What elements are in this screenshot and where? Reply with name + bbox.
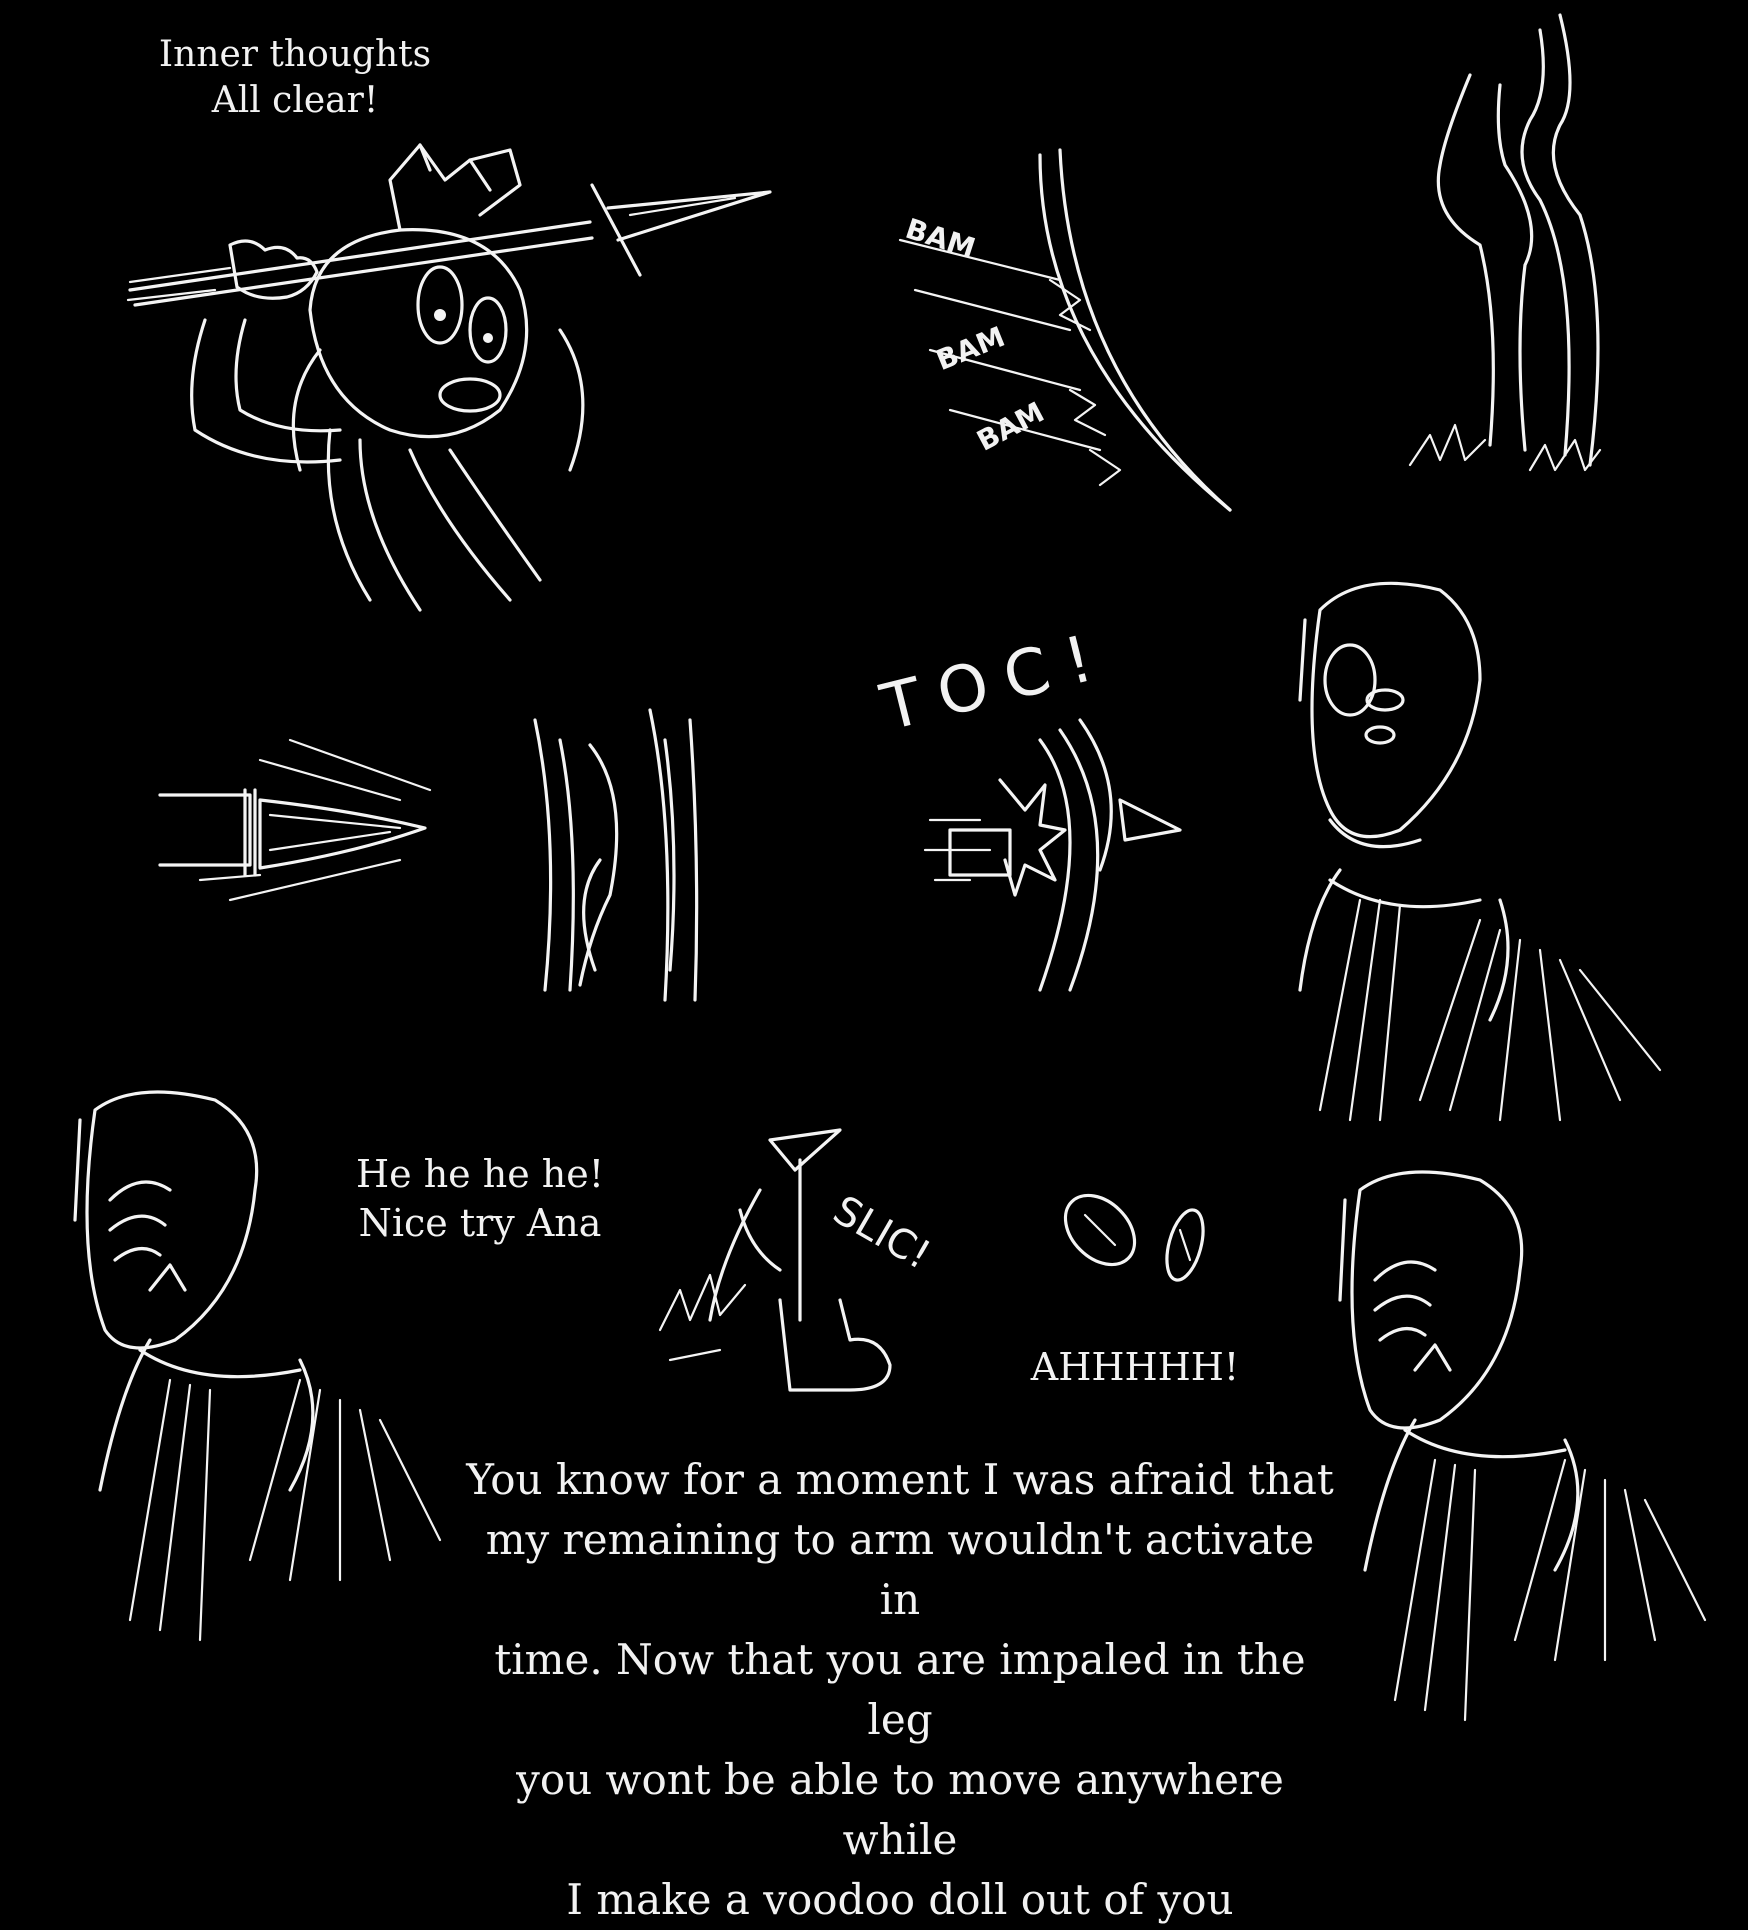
falling-blades-drawing	[1052, 1182, 1210, 1284]
blade-stuck-drawing	[925, 720, 1180, 990]
sfx-bam-2: BAM	[931, 319, 1010, 378]
ahhh-caption: AHHHHH!	[1030, 1345, 1240, 1389]
he-he-caption: He he he he! Nice try Ana	[355, 1152, 605, 1245]
sfx-toc: TOC!	[874, 618, 1118, 746]
creature-with-spear-drawing	[128, 145, 770, 610]
robot-drawing-right	[1300, 583, 1660, 1120]
monologue-caption: You know for a moment I was afraid that my remaining to arm wouldn't activate in time. Now that you are impaled in the leg you wont be able to move anywhere while I make a voodoo doll out of you	[466, 1455, 1334, 1925]
flying-blade-drawing	[160, 740, 430, 900]
wood-grain-drawing	[535, 710, 697, 1000]
sfx-bam-3: BAM	[971, 395, 1050, 458]
legs-drawing	[1410, 15, 1600, 470]
sfx-bam-1: BAM	[901, 211, 980, 266]
sfx-slic: SLIC!	[825, 1187, 939, 1279]
impaled-leg-drawing	[660, 1130, 890, 1390]
robot-drawing-bottom-right	[1340, 1172, 1705, 1720]
inner-thoughts-caption: Inner thoughts All clear!	[158, 34, 432, 122]
wall-impact-drawing	[900, 150, 1230, 510]
